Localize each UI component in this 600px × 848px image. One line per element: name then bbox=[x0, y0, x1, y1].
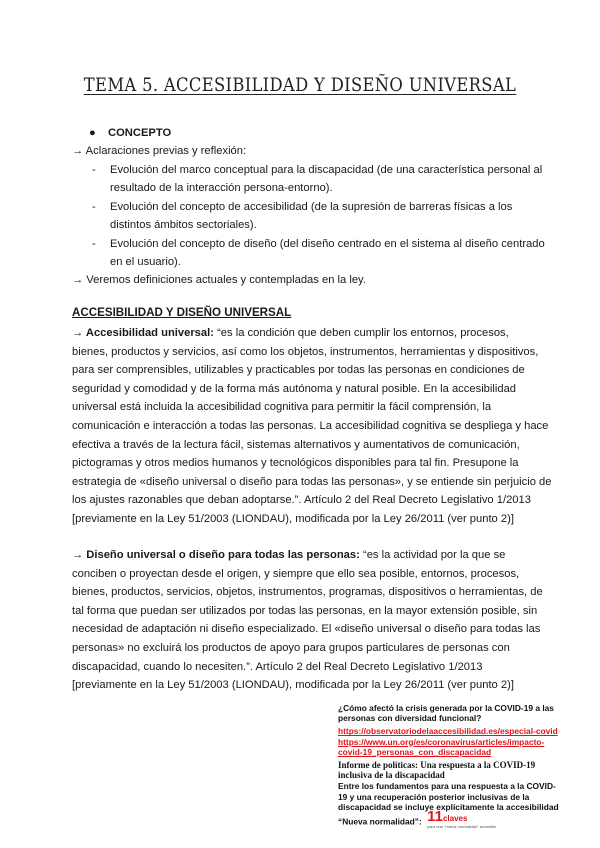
inset-question-line: personas con diversidad funcional? bbox=[338, 713, 482, 724]
outro-line: → Veremos definiciones actuales y contempladas en la ley. bbox=[72, 274, 366, 286]
list-dash: - bbox=[92, 238, 96, 250]
claves-subtitle: para una "nueva normalidad" accesible bbox=[427, 824, 497, 830]
paragraph-line: bienes, productos, servicios, objetos, instrumentos, programas, dispositivos o herramientas, de bbox=[72, 586, 543, 599]
list-item-2-line-2: distintos ámbitos sectoriales). bbox=[110, 219, 257, 231]
intro-line: → Aclaraciones previas y reflexión: bbox=[72, 145, 247, 157]
paragraph-lead: → Diseño universal o diseño para todas las personas: bbox=[72, 549, 360, 561]
inset-report-line: inclusiva de la discapacidad bbox=[338, 770, 445, 781]
paragraph-first-text: “es la condición que deben cumplir los entornos, procesos, bbox=[213, 327, 509, 339]
link-un-impacto-cont[interactable]: covid-19_personas_con_discapacidad bbox=[338, 746, 492, 757]
paragraph-diseno-universal bbox=[72, 546, 543, 695]
paragraph-line: universal está incluida la accesibilidad cognitiva para permitir la fácil comprensión, la bbox=[72, 401, 492, 414]
paragraph-line bbox=[72, 546, 534, 565]
list-dash: - bbox=[92, 201, 96, 213]
inset-report-line: Informe de políticas: Una respuesta a la COVID-19 bbox=[338, 760, 536, 771]
paragraph-line: comunicación e interacción a todas las personas. La accesibilidad cognitiva se despliega y hace bbox=[72, 419, 549, 432]
paragraph-line: bienes, productos y servicios, así como los objetos, instrumentos, herramientas y dispositivos, bbox=[72, 345, 539, 358]
inset-fundamentos-line: 19 y una recuperación posterior inclusivas de la bbox=[338, 791, 530, 802]
claves-word: claves bbox=[442, 814, 468, 824]
paragraph-line: efectiva a través de la lectura fácil, sistemas alternativos y aumentativos de comunicación, bbox=[72, 438, 520, 451]
bullet-icon: ● bbox=[89, 127, 96, 139]
paragraph-accesibilidad-universal bbox=[72, 324, 552, 529]
paragraph-lead: → Accesibilidad universal: bbox=[72, 327, 214, 339]
inset-fundamentos-line: Entre los fundamentos para una respuesta a la COVID- bbox=[338, 781, 556, 792]
link-un-impacto[interactable]: https://www.un.org/es/coronavirus/articles/impacto- bbox=[338, 736, 545, 747]
page-title: TEMA 5. ACCESIBILIDAD Y DISEÑO UNIVERSAL bbox=[83, 74, 517, 96]
paragraph-line: seguridad y comodidad y de la forma más autónoma y natural posible. En la accesibilidad bbox=[72, 382, 517, 395]
paragraph-line: tal forma que puedan ser utilizados por todas las personas, en la mayor extensión posible, sin bbox=[72, 604, 538, 617]
paragraph-line bbox=[72, 324, 534, 343]
paragraph-line: personas» no excluirá los productos de apoyo para grupos particulares de personas con bbox=[72, 641, 510, 654]
nueva-normalidad-label: “Nueva normalidad”: bbox=[338, 816, 422, 827]
inset-nueva-line bbox=[338, 808, 588, 832]
claves-badge bbox=[427, 808, 497, 832]
inset-question-line: ¿Cómo afectó la crisis generada por la COVID-19 a las bbox=[338, 703, 554, 713]
paragraph-line: conciben o proyectan desde el origen, y siempre que ello sea posible, entornos, procesos, bbox=[72, 567, 520, 580]
paragraph-line: [previamente en la Ley 51/2003 (LIONDAU), modificada por la Ley 26/2011 (ver punto 2)] bbox=[72, 512, 514, 525]
paragraph-line: necesidad de adaptación ni diseño especializado. El «diseño universal o diseño para todas las bbox=[72, 623, 541, 636]
concepto-heading bbox=[89, 124, 172, 143]
claves-number: 11 bbox=[427, 808, 443, 826]
list-item-2-line-1: Evolución del concepto de accesibilidad (de la supresión de barreras físicas a los bbox=[110, 201, 513, 213]
link-observatorio[interactable]: https://observatoriodelaaccesibilidad.es/especial-covid bbox=[338, 726, 558, 737]
covid-inset bbox=[338, 703, 588, 832]
list-item-1-line-2: resultado de la interacción persona-entorno). bbox=[110, 182, 333, 194]
inset-fundamentos-line: discapacidad se incluye explícitamente la accesibilidad bbox=[338, 801, 559, 812]
paragraph-line: para ser comprensibles, utilizables y practicables por todas las personas en condiciones de bbox=[72, 364, 525, 377]
list-item-3-line-1: Evolución del concepto de diseño (del diseño centrado en el sistema al diseño centrado bbox=[110, 238, 545, 250]
paragraph-line: discapacidad, cuando lo necesiten.”. Artículo 2 del Real Decreto Legislativo 1/2013 bbox=[72, 660, 483, 673]
paragraph-line: pictogramas y otros medios humanos y tecnológicos disponibles para tal fin. Presupone la bbox=[72, 457, 519, 470]
paragraph-line: [previamente en la Ley 51/2003 (LIONDAU), modificada por la Ley 26/2011 (ver punto 2)] bbox=[72, 679, 514, 692]
list-item-3-line-2: en el usuario). bbox=[110, 256, 181, 268]
concepto-label: CONCEPTO bbox=[108, 127, 172, 139]
paragraph-line: estrategia de «diseño universal o diseño para todas las personas», y se entiende sin perjuicio de bbox=[72, 475, 552, 488]
list-dash: - bbox=[92, 164, 96, 176]
list-item-1-line-1: Evolución del marco conceptual para la discapacidad (de una característica personal al bbox=[110, 164, 543, 176]
paragraph-line: los ajustes razonables que deban adoptarse.”. Artículo 2 del Real Decreto Legislativo 1/2013 bbox=[72, 494, 531, 507]
paragraph-first-text: “es la actividad por la que se bbox=[359, 549, 506, 561]
section-heading: ACCESIBILIDAD Y DISEÑO UNIVERSAL bbox=[72, 306, 292, 319]
